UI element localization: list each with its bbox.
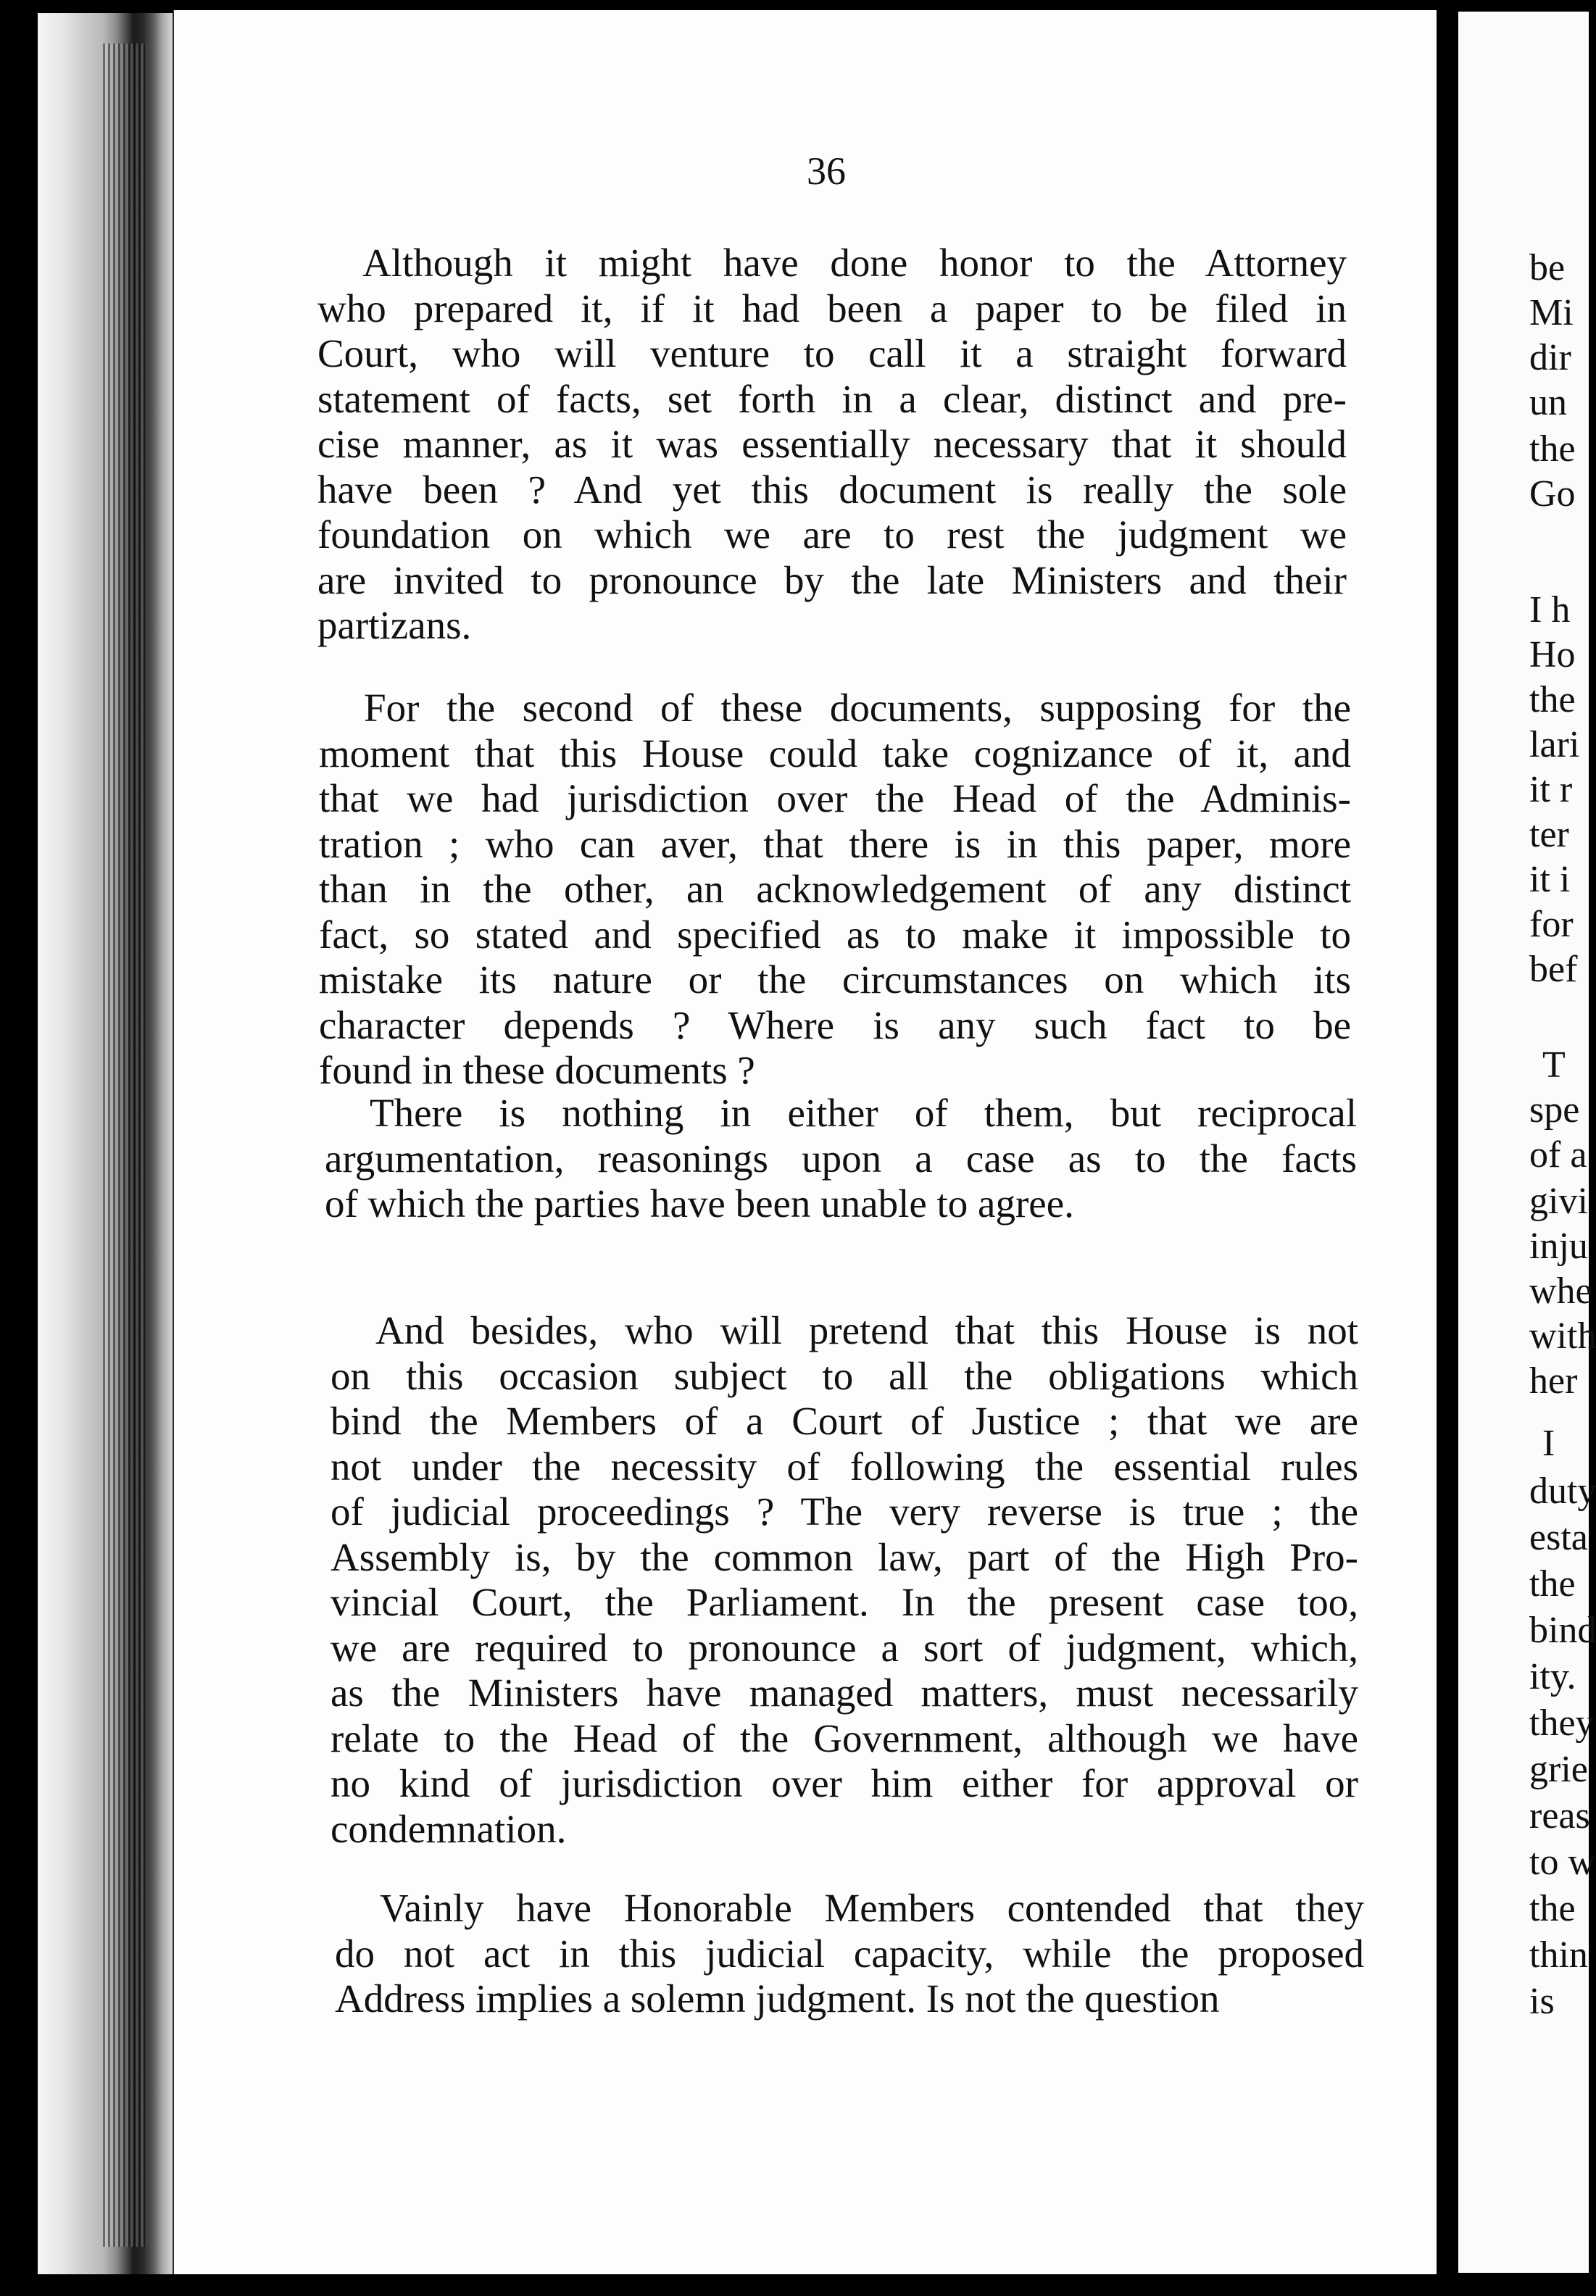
text-line: who prepared it, if it had been a paper to be filed in [317, 286, 1347, 330]
text-line: condemnation. [331, 1806, 567, 1851]
right-page-fragment: Go [1529, 473, 1576, 515]
right-page-fragment: dir [1529, 337, 1571, 378]
right-page-fragment: I h [1529, 589, 1571, 631]
right-page-fragment: bind [1529, 1610, 1596, 1651]
text-line: partizans. [317, 603, 472, 647]
paragraph-4 [331, 1308, 1358, 1852]
right-page-fragment: spe [1529, 1089, 1580, 1131]
scan-frame-bottom [0, 2274, 1589, 2296]
text-line: moment that this House could take cognizance of it, and [319, 731, 1351, 775]
right-page-fragment: duty [1529, 1471, 1596, 1512]
right-page-fragment: the [1529, 1888, 1576, 1929]
right-page-fragment: with [1529, 1315, 1596, 1357]
right-page-fragment: be [1529, 247, 1566, 288]
text-line: cise manner, as it was essentially necessary that it should [317, 422, 1347, 466]
right-page-fragment: they [1529, 1702, 1595, 1744]
text-line: are invited to pronounce by the late Ministers and their [317, 557, 1347, 602]
text-line: statement of facts, set forth in a clear, distinct and pre- [317, 376, 1347, 421]
text-line: that we had jurisdiction over the Head of the Adminis- [319, 776, 1351, 820]
scan-frame-top [0, 0, 1589, 10]
text-line: of which the parties have been unable to agree. [325, 1181, 1074, 1226]
text-line: fact, so stated and specified as to make it impossible to [319, 912, 1351, 957]
text-line: mistake its nature or the circumstances on which its [319, 957, 1351, 1002]
paragraph-2 [319, 686, 1351, 1094]
text-line: we are required to pronounce a sort of judgment, which, [331, 1625, 1358, 1670]
right-page-fragment: whe [1529, 1270, 1592, 1312]
right-page-fragment: it r [1529, 769, 1573, 810]
text-line: character depends ? Where is any such fact to be [319, 1002, 1351, 1047]
text-line: Vainly have Honorable Members contended that they [380, 1886, 1364, 1930]
right-page-fragment: un [1529, 382, 1567, 423]
right-page-fragment: ter [1529, 814, 1569, 855]
right-page-fragment: givi [1529, 1181, 1588, 1222]
right-page-fragment: the [1529, 1563, 1576, 1605]
right-page-fragment: lari [1529, 724, 1580, 765]
text-line: than in the other, an acknowledgement of any distinct [319, 867, 1351, 911]
text-line: Address implies a solemn judgment. Is not the question [335, 1976, 1220, 2021]
page-number: 36 [807, 149, 846, 193]
text-line: Although it might have done honor to the Attorney [362, 241, 1347, 285]
right-page-fragment: bef [1529, 949, 1578, 990]
right-page-fragment: to w [1529, 1842, 1595, 1883]
text-line: argumentation, reasonings upon a case as to the facts [325, 1136, 1357, 1181]
text-line: tration ; who can aver, that there is in this paper, more [319, 821, 1351, 866]
text-line: foundation on which we are to rest the judgment we [317, 512, 1347, 557]
right-page-fragment: the [1529, 428, 1576, 470]
right-page-fragment: grie [1529, 1749, 1588, 1790]
paragraph-5 [335, 1886, 1364, 2022]
text-line: have been ? And yet this document is really the sole [317, 467, 1347, 512]
page-edges [103, 43, 146, 2247]
text-line: as the Ministers have managed matters, must necessarily [331, 1671, 1358, 1715]
text-line: not under the necessity of following the essential rules [331, 1444, 1358, 1489]
text-line: Assembly is, by the common law, part of the High Pro- [331, 1534, 1358, 1579]
text-line: bind the Members of a Court of Justice ; that we are [331, 1399, 1358, 1443]
text-line: on this occasion subject to all the obligations which [331, 1353, 1358, 1398]
text-line: vincial Court, the Parliament. In the present case too, [331, 1580, 1358, 1624]
right-page-fragment: reas [1529, 1795, 1590, 1837]
text-line: do not act in this judicial capacity, while the proposed [335, 1931, 1364, 1976]
right-page-fragment: T [1542, 1044, 1566, 1086]
text-line: There is nothing in either of them, but reciprocal [370, 1091, 1357, 1135]
right-page-fragment: inju [1529, 1226, 1588, 1267]
text-line: And besides, who will pretend that this House is not [375, 1308, 1358, 1352]
right-page-fragment: ity. [1529, 1656, 1576, 1697]
text-line: Court, who will venture to call it a straight forward [317, 331, 1347, 375]
right-page-fragment: it i [1529, 859, 1571, 900]
scan-frame-left [0, 0, 38, 2296]
right-page-fragment: the [1529, 679, 1576, 720]
paragraph-1 [317, 241, 1347, 649]
right-page-fragment: of a [1529, 1134, 1587, 1176]
right-page-fragment: for [1529, 904, 1574, 945]
text-line: no kind of jurisdiction over him either for approval or [331, 1761, 1358, 1805]
right-page-fragment: thin [1529, 1934, 1588, 1976]
page-divider [1437, 0, 1458, 2296]
paragraph-3 [325, 1091, 1357, 1227]
right-page-fragment: her [1529, 1360, 1578, 1402]
text-line: relate to the Head of the Government, although we have [331, 1715, 1358, 1760]
right-page-fragment: Mi [1529, 292, 1574, 333]
text-line: For the second of these documents, supposing for the [364, 686, 1351, 730]
text-line: found in these documents ? [319, 1048, 755, 1092]
text-line: of judicial proceedings ? The very reverse is true ; the [331, 1489, 1358, 1534]
right-page-fragment: esta [1529, 1517, 1588, 1558]
right-page-fragment: I [1542, 1423, 1555, 1464]
right-page-fragment: Ho [1529, 634, 1576, 675]
right-page-fragment: is [1529, 1981, 1555, 2022]
